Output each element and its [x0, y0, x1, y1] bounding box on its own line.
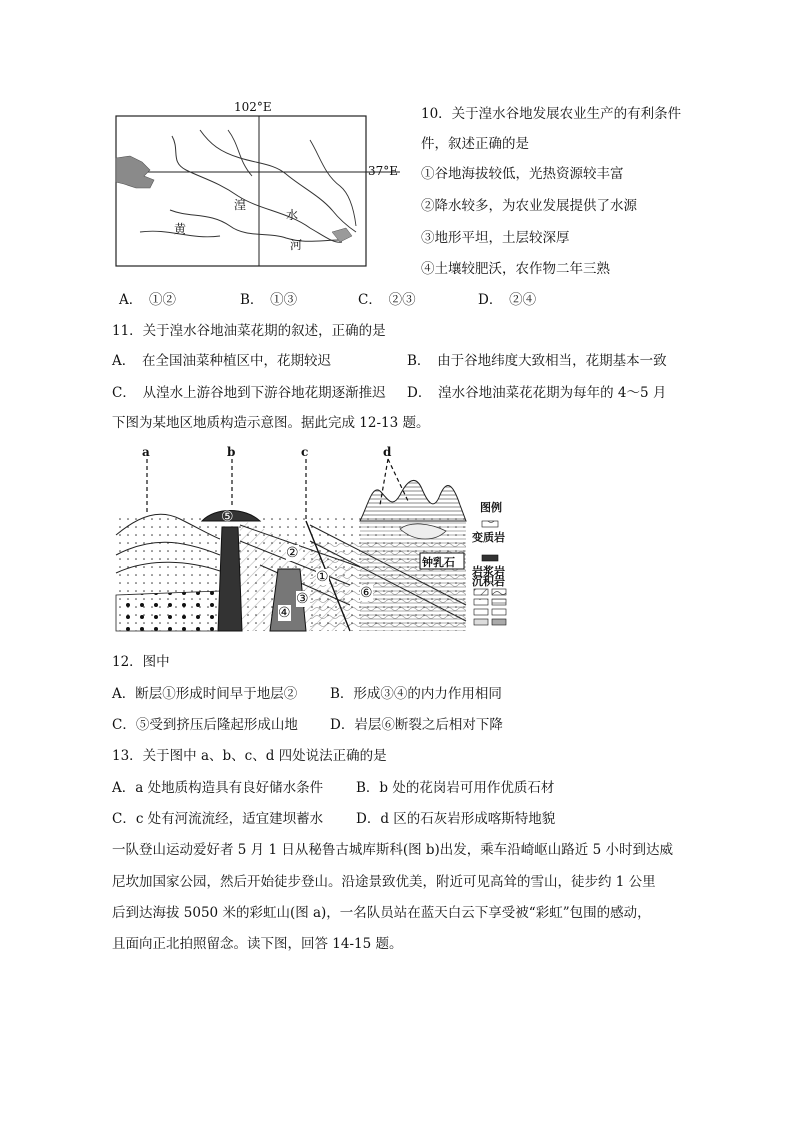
point-d-label: d [383, 445, 392, 459]
passage-line-1: 一队登山运动爱好者 5 月 1 日从秘鲁古城库斯科(图 b)出发，乘车沿崎岖山路近 5 小时到达威 [112, 842, 673, 858]
passage-line-2: 尼坎加国家公园，然后开始徒步登山。沿途景致优美，附近可见高耸的雪山，徒步约 1 公里 [112, 874, 656, 890]
q12-option-b: B．形成③④的内力作用相同 [330, 686, 502, 702]
huangshui-map [110, 100, 410, 270]
point-c-label: c [301, 445, 309, 459]
q12-stem: 12．图中 [112, 654, 170, 670]
q13-option-a: A．a 处地质构造具有良好储水条件 [112, 780, 324, 796]
q10-item-1: ①谷地海拔较低，光热资源较丰富 [421, 166, 624, 182]
circled-2: ② [286, 545, 299, 561]
map-label-huang-shui-2: 水 [286, 208, 299, 222]
q10-item-4: ④土壤较肥沃，农作物二年三熟 [421, 261, 610, 277]
q11-option-d: D． 湟水谷地油菜花花期为每年的 4～5 月 [407, 385, 667, 401]
geologic-structure-figure [110, 445, 530, 635]
point-b-label: b [227, 445, 236, 459]
q11-stem: 11．关于湟水谷地油菜花期的叙述，正确的是 [112, 323, 386, 339]
legend-title: 图例 [480, 501, 502, 514]
q10-option-b: B． ①③ [240, 292, 298, 308]
q12-option-c: C．⑤受到挤压后隆起形成山地 [112, 717, 298, 733]
circled-4: ④ [278, 605, 291, 621]
passage-line-4: 且面向正北拍照留念。读下图，回答 14-15 题。 [112, 936, 403, 952]
map-label-huang: 黄 [174, 222, 187, 236]
q13-option-d: D．d 区的石灰岩形成喀斯特地貌 [356, 811, 556, 827]
q11-option-c: C． 从湟水上游谷地到下游谷地花期逐渐推迟 [112, 385, 386, 401]
circled-6: ⑥ [360, 585, 373, 601]
point-a-label: a [142, 445, 150, 459]
circled-5: ⑤ [221, 509, 234, 525]
q10-stem-line1: 10．关于湟水谷地发展农业生产的有利条件 [421, 106, 682, 122]
q13-option-c: C．c 处有河流流经，适宜建坝蓄水 [112, 811, 324, 827]
q10-option-d: D． ②④ [478, 292, 537, 308]
q10-stem-line2: 件，叙述正确的是 [421, 136, 529, 152]
q13-option-b: B．b 处的花岗岩可用作优质石材 [356, 780, 555, 796]
q12-option-d: D．岩层⑥断裂之后相对下降 [330, 717, 503, 733]
q11-option-b: B． 由于谷地纬度大致相当，花期基本一致 [407, 353, 667, 369]
circled-3: ③ [296, 591, 309, 607]
stalactite-label: 钟乳石 [422, 556, 455, 569]
q10-option-a: A． ①② [119, 292, 176, 308]
q10-item-3: ③地形平坦，土层较深厚 [421, 230, 570, 246]
q13-stem: 13．关于图中 a、b、c、d 四处说法正确的是 [112, 748, 387, 764]
map-label-he: 河 [290, 238, 303, 252]
q10-item-2: ②降水较多，为农业发展提供了水源 [421, 198, 637, 214]
latitude-label: 37°E [368, 164, 399, 178]
intro-12-13: 下图为某地区地质构造示意图。据此完成 12-13 题。 [112, 415, 430, 431]
circled-1: ① [316, 569, 329, 585]
longitude-label: 102°E [234, 100, 272, 114]
legend-igneous: 岩浆岩 [472, 565, 505, 578]
map-label-huang-shui-1: 湟 [234, 198, 247, 212]
q12-option-a: A．断层①形成时间早于地层② [112, 686, 298, 702]
legend-sedimentary: 沉积岩 [472, 575, 505, 588]
q10-option-c: C． ②③ [358, 292, 416, 308]
legend-metamorphic-text: 变质岩 [472, 531, 505, 544]
q11-option-a: A． 在全国油菜种植区中，花期较迟 [112, 353, 331, 369]
passage-line-3: 后到达海拔 5050 米的彩虹山(图 a)，一名队员站在蓝天白云下享受被“彩虹”包围的感动， [112, 905, 651, 921]
